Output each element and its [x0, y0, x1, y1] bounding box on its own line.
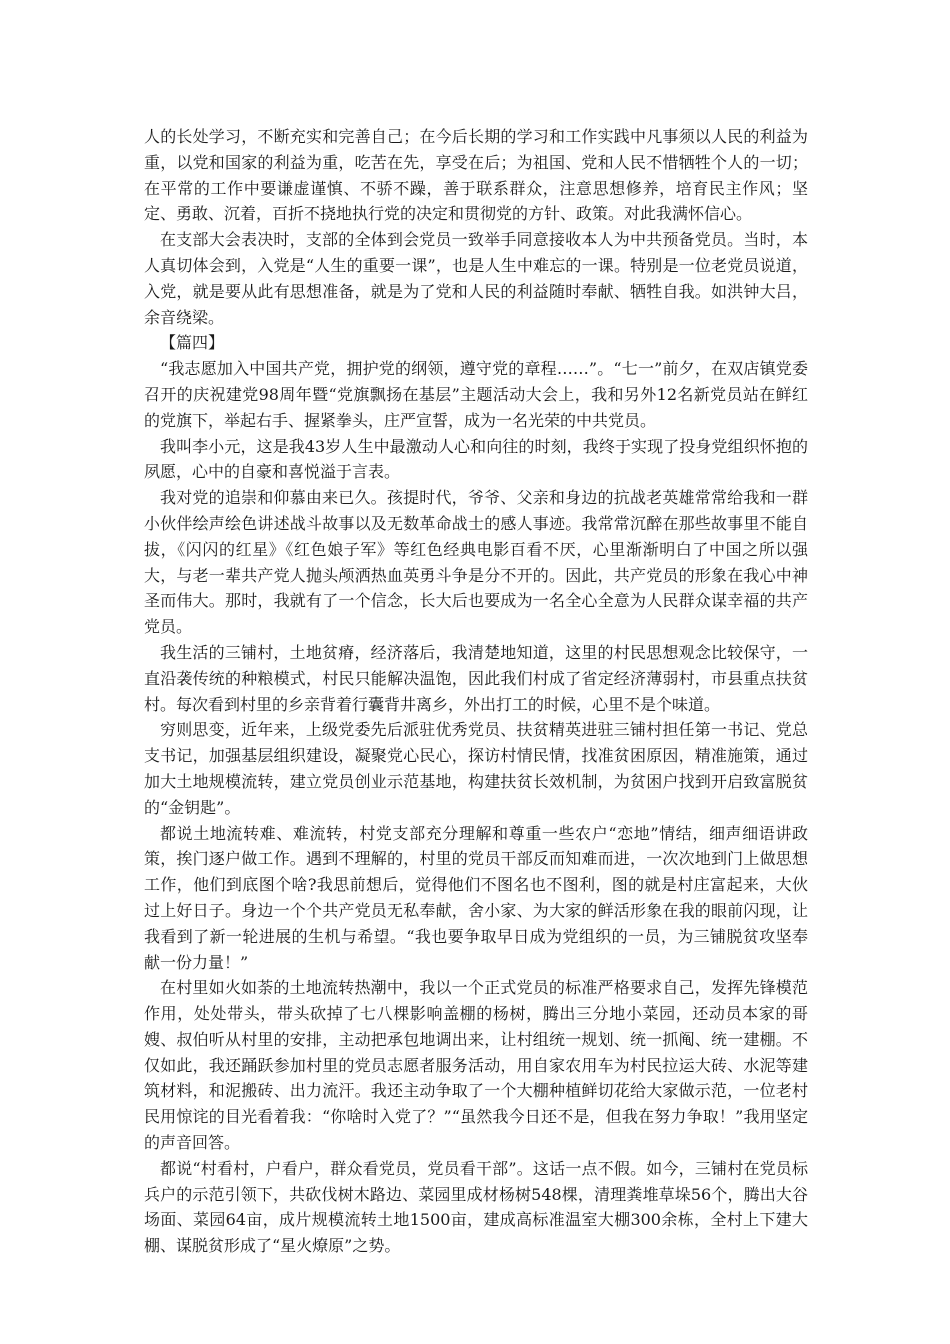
paragraph: 都说“村看村，户看户，群众看党员，党员看干部”。这话一点不假。如今，三铺村在党员标兵户的示范引领下，共砍伐树木路边、菜园里成材杨树548棵，清理粪堆草垛56个，腾出大谷场面、菜园64亩，成片规模流转土地1500亩，建成高标准温室大棚300余栋，全村上下建大棚、谋脱贫形成了“星火燎原”之势。 [144, 1158, 808, 1256]
paragraph: “我志愿加入中国共产党，拥护党的纲领，遵守党的章程……”。“七一”前夕，在双店镇党委召开的庆祝建党98周年暨“党旗飘扬在基层”主题活动大会上，我和另外12名新党员站在鲜红的党旗下，举起右手、握紧拳头，庄严宣誓，成为一名光荣的中共党员。 [144, 359, 808, 430]
paragraph: 在村里如火如荼的土地流转热潮中，我以一个正式党员的标准严格要求自己，发挥先锋模范作用，处处带头，带头砍掉了七八棵影响盖棚的杨树，腾出三分地小菜园，还动员本家的哥嫂、叔伯听从村里的安排，主动把承包地调出来，让村组统一规划、统一抓阄、统一建棚。不仅如此，我还踊跃参加村里的党员志愿者服务活动，用自家农用车为村民拉运大砖、水泥等建筑材料，和泥搬砖、出力流汗。我还主动争取了一个大棚种植鲜切花给大家做示范，一位老村民用惊诧的目光看着我：“你啥时入党了？”“虽然我今日还不是，但我在努力争取！”我用坚定的声音回答。 [144, 978, 808, 1153]
paragraph: 在支部大会表决时，支部的全体到会党员一致举手同意接收本人为中共预备党员。当时，本人真切体会到，入党是“人生的重要一课”，也是人生中难忘的一课。特别是一位老党员说道，入党，就是要从此有思想准备，就是为了党和人民的利益随时奉献、牺牲自我。如洪钟大吕，余音绕梁。 [144, 230, 808, 327]
paragraph: 都说土地流转难、难流转，村党支部充分理解和尊重一些农户“恋地”情结，细声细语讲政策，挨门逐户做工作。遇到不理解的，村里的党员干部反而知难而进，一次次地到门上做思想工作，他们到底图个啥?我思前想后，觉得他们不图名也不图利，图的就是村庄富起来，大伙过上好日子。身边一个个共产党员无私奉献，舍小家、为大家的鲜活形象在我的眼前闪现，让我看到了新一轮进展的生机与希望。“我也要争取早日成为党组织的一员，为三铺脱贫攻坚奉献一份力量！” [144, 823, 808, 972]
section-heading: 【篇四】 [160, 333, 225, 353]
document-body [144, 124, 808, 1259]
paragraph: 我叫李小元，这是我43岁人生中最激动人心和向往的时刻，我终于实现了投身党组织怀抱的夙愿，心中的自豪和喜悦溢于言表。 [144, 436, 808, 482]
paragraph: 穷则思变，近年来，上级党委先后派驻优秀党员、扶贫精英进驻三铺村担任第一书记、党总支书记，加强基层组织建设，凝聚党心民心，探访村情民情，找准贫困原因，精准施策，通过加大土地规模流转，建立党员创业示范基地，构建扶贫长效机制，为贫困户找到开启致富脱贫的“金钥匙”。 [144, 720, 808, 817]
paragraph-continued: 人的长处学习，不断充实和完善自己；在今后长期的学习和工作实践中凡事须以人民的利益为重，以党和国家的利益为重，吃苦在先，享受在后；为祖国、党和人民不惜牺牲个人的一切；在平常的工作中要谦虚谨慎、不骄不躁，善于联系群众，注意思想修养，培育民主作风；坚定、勇敢、沉着，百折不挠地执行党的决定和贯彻党的方针、政策。对此我满怀信心。 [144, 127, 808, 224]
paragraph: 我对党的追崇和仰慕由来已久。孩提时代，爷爷、父亲和身边的抗战老英雄常常给我和一群小伙伴绘声绘色讲述战斗故事以及无数革命战士的感人事迹。我常常沉醉在那些故事里不能自拔，《闪闪的红星》《红色娘子军》等红色经典电影百看不厌，心里渐渐明白了中国之所以强大，与老一辈共产党人抛头颅洒热血英勇斗争是分不开的。因此，共产党员的形象在我心中神圣而伟大。那时，我就有了一个信念，长大后也要成为一名全心全意为人民群众谋幸福的共产党员。 [144, 488, 808, 637]
paragraph: 我生活的三铺村，土地贫瘠，经济落后，我清楚地知道，这里的村民思想观念比较保守，一直沿袭传统的种粮模式，村民只能解决温饱，因此我们村成了省定经济薄弱村，市县重点扶贫村。每次看到村里的乡亲背着行囊背井离乡，外出打工的时候，心里不是个味道。 [144, 642, 808, 714]
